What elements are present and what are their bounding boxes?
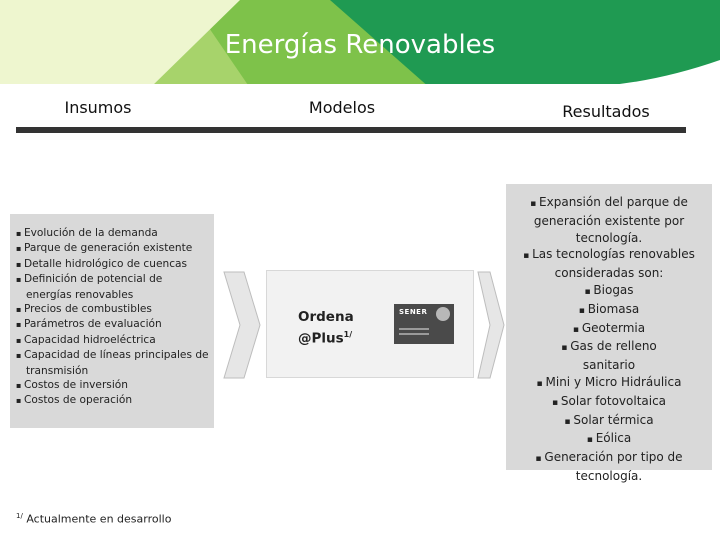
result-item-cont: tecnología. [575,230,643,245]
column-heading-inputs: Insumos [64,98,132,117]
seal-icon [436,307,450,321]
result-item-cont: generación existente por [533,213,685,228]
result-item: ▪ Expansión del parque de [512,194,706,213]
result-item-cont: tecnología. [575,468,643,483]
input-item: ▪ Evolución de la demanda [16,226,210,241]
sener-logo [394,304,454,344]
input-item: ▪ Costos de inversión [16,378,210,393]
footnote-text: Actualmente en desarrollo [26,512,172,526]
technology-item: ▪ Mini y Micro Hidráulica [512,374,706,393]
result-item: ▪ Las tecnologías renovables [512,246,706,265]
input-item: ▪ Costos de operación [16,393,210,408]
technology-item: ▪ Biogas [512,282,706,301]
footnote [16,512,171,526]
results-list [506,184,712,485]
input-item: ▪ Capacidad de líneas principales de transmisión [16,348,210,378]
sener-logo-text: SENER [399,308,428,316]
arrow-right-icon [222,270,262,380]
header-banner [0,0,720,88]
page-title: Energías Renovables [224,30,496,60]
header-divider [16,127,686,133]
technology-item: ▪ Geotermia [512,320,706,339]
technology-item-cont: sanitario [582,358,636,373]
column-heading-results: Resultados [562,102,650,121]
footnote-marker: 1/ [16,512,23,520]
arrow-right-icon [476,270,506,380]
model-name-line1: Ordena [298,309,354,325]
technology-item: ▪ Solar fotovoltaica [512,393,706,412]
input-item: ▪ Definición de potencial de energías renovables [16,272,210,302]
model-name [298,308,354,348]
input-item: ▪ Precios de combustibles [16,302,210,317]
result-item: ▪ Generación por tipo de [512,449,706,468]
column-heading-models: Modelos [308,98,376,117]
result-item-cont: consideradas son: [554,266,664,281]
input-item: ▪ Parámetros de evaluación [16,317,210,332]
inputs-list [10,214,214,409]
inputs-box [10,214,214,428]
input-item: ▪ Parque de generación existente [16,241,210,256]
technology-item: ▪ Eólica [512,430,706,449]
input-item: ▪ Capacidad hidroeléctrica [16,333,210,348]
technology-item: ▪ Biomasa [512,301,706,320]
model-name-sup: 1/ [343,330,353,339]
technology-item: ▪ Gas de relleno [512,338,706,357]
results-box [506,184,712,483]
technology-item: ▪ Solar térmica [512,412,706,431]
model-name-line2: @Plus [298,330,344,347]
input-item: ▪ Detalle hidrológico de cuencas [16,257,210,272]
